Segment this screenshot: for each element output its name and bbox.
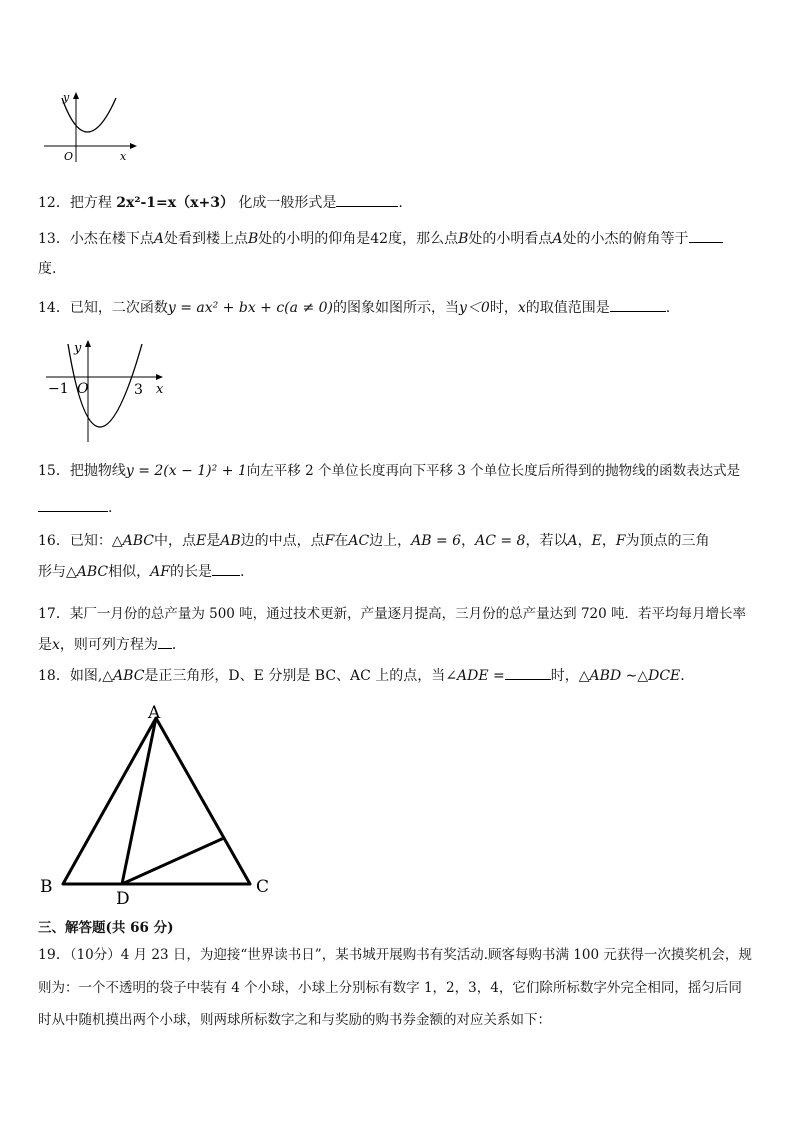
graph1-y-label: y	[63, 91, 70, 104]
question-16	[38, 531, 710, 551]
q16-c1: ，	[577, 533, 592, 549]
q13-text3: 处的小明的仰角是	[258, 231, 371, 247]
graph1-parabola-curve	[62, 98, 116, 132]
q14-pre: 已知，二次函数	[69, 300, 168, 316]
graph2-y-arrow	[85, 340, 91, 347]
q13-number: 13．	[38, 231, 70, 247]
q19-number: 19．	[38, 947, 70, 963]
q14-end: .	[665, 300, 671, 316]
q12-equation: 2x²-1=x（x+3）	[116, 195, 234, 211]
q16-l2b: 相似，	[108, 564, 151, 580]
q15-post: 向左平移 2 个单位长度再向下平移 3 个单位长度后所得到的抛物线的函数表达式是	[246, 463, 741, 479]
question-19-line2	[38, 978, 742, 998]
q16-sep: ，	[461, 533, 476, 549]
q18-mid: 是正三角形，D、E 分别是 BC、AC 上的点，当	[144, 668, 446, 684]
q16-vertex-a: A	[567, 533, 578, 549]
q16-l1e: 在	[334, 533, 349, 549]
q16-l2a: 形与	[38, 564, 66, 580]
graph-parabola-1	[38, 86, 138, 166]
q16-l1g: ，若以	[525, 533, 568, 549]
graph-parabola-2	[42, 338, 172, 446]
q16-vertex-f: F	[615, 533, 626, 549]
q15-function: y = 2(x − 1)² + 1	[125, 463, 247, 479]
q17-l2b: ，则可列方程为	[59, 637, 158, 653]
q14-condition: y＜0	[459, 300, 490, 316]
vertex-a-label: A	[148, 703, 161, 723]
q18-similarity: △ABD ∼△DCE	[578, 668, 681, 684]
question-19-line3	[38, 1010, 551, 1030]
question-15-line2	[38, 497, 112, 518]
q15-pre: 把抛物线	[69, 463, 126, 479]
q13-angle: 42	[370, 231, 389, 247]
q16-ab-value: AB = 6	[411, 533, 462, 549]
q15-answer-blank[interactable]	[38, 497, 108, 512]
q15-number: 15．	[38, 463, 70, 479]
triangle-figure	[36, 700, 286, 910]
q12-end: .	[398, 195, 403, 211]
q13-text4: 度，那么点	[388, 231, 459, 247]
q13-point-a: A	[153, 231, 164, 247]
question-17	[38, 604, 746, 624]
q14-answer-blank[interactable]	[610, 297, 666, 312]
q15-end: .	[108, 500, 113, 516]
question-14	[38, 297, 670, 318]
q19-line2: 则为：一个不透明的袋子中装有 4 个小球，小球上分别标有数字 1，2，3，4，它们除所标数字外完全相同，摇匀后同	[38, 980, 742, 996]
q13-point-a2: A	[552, 231, 563, 247]
q12-number: 12．	[38, 195, 70, 211]
question-16-line2	[38, 561, 244, 582]
question-15	[38, 461, 740, 481]
section-3-heading	[38, 918, 173, 938]
graph1-y-arrow	[73, 92, 79, 99]
q16-point-f: F	[324, 533, 335, 549]
question-12	[38, 192, 403, 213]
q14-mid2: 时，	[489, 300, 518, 316]
q18-mid2: 时，	[550, 668, 579, 684]
q16-point-e: E	[195, 533, 207, 549]
q18-end: .	[680, 668, 685, 684]
q13-text2: 处看到楼上点	[163, 231, 248, 247]
q16-l1c: 是	[206, 533, 221, 549]
graph1-origin-label: O	[64, 150, 74, 163]
q16-l1d: 边的中点，点	[240, 533, 325, 549]
q12-pre: 把方程	[69, 195, 112, 211]
q16-side-ac: AC	[348, 533, 370, 549]
graph2-origin-label: O	[77, 381, 89, 397]
point-d-label: D	[116, 889, 130, 909]
q17-answer-blank[interactable]	[158, 634, 172, 649]
q18-answer-blank[interactable]	[505, 665, 551, 680]
question-13	[38, 228, 723, 249]
graph2-right-root: 3	[134, 382, 143, 398]
q18-number: 18．	[38, 668, 70, 684]
q19-line3: 时从中随机摸出两个小球，则两球所标数字之和与奖励的购书券金额的对应关系如下：	[38, 1012, 551, 1028]
q18-angle: ∠ADE =	[445, 668, 505, 684]
q14-post: 的取值范围是	[525, 300, 610, 316]
segment-ad	[122, 718, 156, 884]
q12-post: 化成一般形式是	[238, 195, 337, 211]
q18-pre: 如图,	[69, 668, 103, 684]
graph1-x-arrow	[130, 143, 137, 149]
q19-line1: （10分）4 月 23 日，为迎接“世界读书日”，某书城开展购书有奖活动.顾客每购书满 100 元获得一次摸奖机会，规	[69, 947, 752, 963]
graph2-x-arrow	[156, 374, 163, 380]
q13-text5: 处的小明看点	[468, 231, 553, 247]
q17-end: ．	[171, 637, 186, 653]
section-3-title: 三、解答题(共 66 分)	[38, 920, 174, 936]
q17-l2a: 是	[38, 637, 52, 653]
q17-number: 17．	[38, 606, 70, 622]
q14-function: y = ax² + bx + c(a ≠ 0)	[167, 300, 333, 316]
graph2-left-root: −1	[48, 381, 69, 397]
q16-triangle2: △ABC	[66, 564, 109, 580]
q16-triangle: △ABC	[111, 533, 154, 549]
q16-l1b: 中，点	[153, 533, 196, 549]
triangle-abc	[63, 718, 250, 884]
q16-number: 16．	[38, 533, 70, 549]
graph1-x-label: x	[120, 150, 127, 163]
q16-l1f: 边上，	[369, 533, 412, 549]
q16-ac-value: AC = 8	[475, 533, 526, 549]
vertex-b-label: B	[40, 877, 53, 897]
q12-answer-blank[interactable]	[336, 192, 398, 207]
vertex-c-label: C	[256, 877, 270, 897]
question-18	[38, 665, 685, 686]
q13-point-b: B	[247, 231, 259, 247]
q14-mid: 的图象如图所示，当	[333, 300, 459, 316]
question-13-line2	[38, 259, 56, 279]
q13-text1: 小杰在楼下点	[69, 231, 154, 247]
graph2-y-label: y	[74, 341, 82, 356]
q13-line2: 度.	[38, 261, 57, 277]
q16-answer-blank[interactable]	[212, 561, 240, 576]
q16-af: AF	[150, 564, 170, 580]
q17-var: x	[52, 637, 60, 653]
q17-l1: 某厂一月份的总产量为 500 吨，通过技术更新，产量逐月提高，三月份的总产量达到 720 吨．若平均每月增长率	[69, 606, 747, 622]
q16-c2: ，	[601, 533, 616, 549]
question-17-line2	[38, 634, 186, 655]
q16-l1a: 已知：	[69, 533, 112, 549]
q16-l2c: 的长是	[169, 564, 212, 580]
q13-answer-blank[interactable]	[689, 228, 723, 243]
q16-end: .	[239, 564, 245, 580]
question-19	[38, 945, 752, 965]
q13-text6: 处的小杰的俯角等于	[562, 231, 689, 247]
q16-side-ab: AB	[220, 533, 241, 549]
q14-number: 14．	[38, 300, 70, 316]
graph2-x-label: x	[156, 382, 164, 397]
q14-var: x	[517, 300, 526, 316]
segment-de	[122, 838, 224, 884]
q16-l1h: 为顶点的三角	[625, 533, 710, 549]
q13-point-b2: B	[458, 231, 469, 247]
q16-vertex-e: E	[591, 533, 602, 549]
q18-triangle: △ABC	[102, 668, 145, 684]
